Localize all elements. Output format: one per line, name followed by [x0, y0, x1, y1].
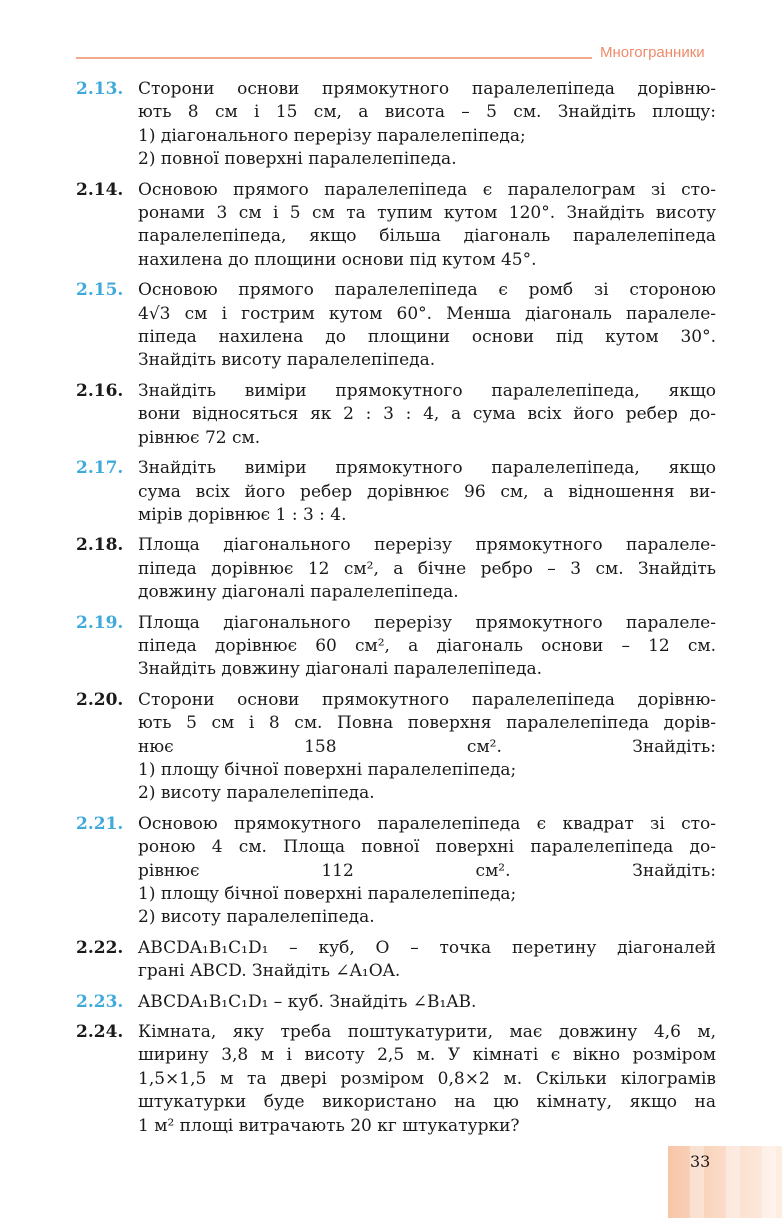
problem-2.24: [76, 1021, 716, 1138]
problem-line: 1 м² площі витрачають 20 кг штукатурки?: [138, 1115, 520, 1136]
problem-number: 2.13.: [76, 79, 124, 99]
problem-line: Знайдіть довжину діагоналі паралелепіпеда.: [138, 659, 542, 680]
problem-line: 2) повної поверхні паралелепіпеда.: [138, 149, 457, 170]
problem-line: Площа діагонального перерізу прямокутного паралеле-: [138, 535, 716, 556]
chapter-title: Многогранники: [600, 44, 705, 61]
problem-text: [138, 813, 716, 930]
problem-2.18: [76, 534, 716, 604]
problem-line: ють 8 см і 15 см, а висота – 5 см. Знайдіть площу:: [138, 102, 716, 123]
problem-line: Знайдіть висоту паралелепіпеда.: [138, 350, 436, 371]
problem-line: 1) діагонального перерізу паралелепіпеда;: [138, 125, 526, 146]
page-number: 33: [690, 1152, 711, 1171]
problem-number: 2.19.: [76, 612, 124, 633]
problem-line: сума всіх його ребер дорівнює 96 см, а відношення ви-: [138, 481, 716, 502]
problem-line: рівнює 72 см.: [138, 427, 261, 448]
problem-line: Сторони основи прямокутного паралелепіпеда дорівню-: [138, 689, 716, 710]
problem-text: [138, 179, 716, 273]
problem-line: вони відносяться як 2 : 3 : 4, а сума всіх його ребер до-: [138, 404, 716, 425]
problem-number: 2.14.: [76, 179, 124, 200]
problem-2.13: [76, 78, 716, 172]
problem-text: [138, 457, 716, 527]
problem-text: [138, 380, 716, 450]
problem-line: 1) площу бічної поверхні паралелепіпеда;: [138, 759, 517, 780]
problem-line: 1) площу бічної поверхні паралелепіпеда;: [138, 884, 517, 904]
problem-number: 2.20.: [76, 689, 124, 710]
problem-line: паралелепіпеда, якщо більша діагональ паралелепіпеда: [138, 226, 716, 247]
problem-line: роною 4 см. Площа повної поверхні паралелепіпеда до-: [138, 837, 716, 858]
problem-2.17: [76, 457, 716, 527]
problem-line: піпеда дорівнює 60 см², а діагональ основи – 12 см.: [138, 635, 716, 656]
problem-line: Знайдіть виміри прямокутного паралелепіпеда, якщо: [138, 458, 716, 479]
problem-text: [138, 1021, 716, 1138]
problem-number: 2.22.: [76, 937, 124, 958]
problem-line: піпеда нахилена до площини основи під кутом 30°.: [138, 327, 716, 348]
problem-line: піпеда дорівнює 12 см², а бічне ребро – 3 см. Знайдіть: [138, 558, 716, 579]
problem-number: 2.23.: [76, 991, 124, 1012]
problem-2.15: [76, 279, 716, 373]
problem-line: штукатурки буде використано на цю кімнату, якщо на: [138, 1092, 716, 1113]
problem-number: 2.21.: [76, 813, 124, 834]
problem-line: грані ABCD. Знайдіть ∠A₁OA.: [138, 961, 401, 982]
problem-text: [138, 937, 716, 984]
header-rule: [76, 57, 592, 59]
problem-number: 2.17.: [76, 458, 124, 479]
problem-text: [138, 279, 716, 373]
problem-number: 2.18.: [76, 535, 124, 556]
problem-line: Основою прямого паралелепіпеда є паралелограм зі сто-: [138, 179, 716, 200]
problem-text: [138, 689, 716, 806]
problem-line: Знайдіть виміри прямокутного паралелепіпеда, якщо: [138, 380, 716, 401]
problem-text: [138, 534, 716, 604]
page-number-tab: [668, 1146, 782, 1218]
problem-number: 2.24.: [76, 1022, 124, 1043]
problem-line: 4√3 см і гострим кутом 60°. Менша діагональ паралеле-: [138, 303, 716, 324]
problem-line: Площа діагонального перерізу прямокутного паралеле-: [138, 612, 716, 633]
problem-text: [138, 78, 716, 172]
problem-line: ють 5 см і 8 см. Повна поверхня паралелепіпеда дорів-: [138, 713, 716, 734]
problem-line: довжину діагоналі паралелепіпеда.: [138, 582, 459, 603]
problem-line: 1,5×1,5 м та двері розміром 0,8×2 м. Скільки кілограмів: [138, 1068, 716, 1089]
problem-line: Сторони основи прямокутного паралелепіпеда дорівню-: [138, 79, 716, 99]
problem-line: рівнює 112 см². Знайдіть:: [138, 860, 716, 881]
problem-line: ABCDA₁B₁C₁D₁ – куб, O – точка перетину діагоналей: [138, 937, 716, 958]
problem-line: 2) висоту паралелепіпеда.: [138, 907, 375, 928]
problem-line: Основою прямокутного паралелепіпеда є квадрат зі сто-: [138, 813, 716, 834]
problem-2.16: [76, 380, 716, 450]
problem-line: Основою прямого паралелепіпеда є ромб зі стороною: [138, 280, 716, 301]
problem-line: мірів дорівнює 1 : 3 : 4.: [138, 504, 347, 525]
problem-line: нює 158 см². Знайдіть:: [138, 736, 716, 757]
problem-2.22: [76, 937, 716, 984]
problem-2.19: [76, 612, 716, 682]
problem-2.23: [76, 991, 716, 1014]
problem-line: нахилена до площини основи під кутом 45°.: [138, 249, 537, 270]
problem-line: ронами 3 см і 5 см та тупим кутом 120°. Знайдіть висоту: [138, 203, 716, 224]
problem-list: [76, 78, 716, 1145]
problem-line: Кімната, яку треба поштукатурити, має довжину 4,6 м,: [138, 1022, 716, 1043]
problem-line: ABCDA₁B₁C₁D₁ – куб. Знайдіть ∠B₁AB.: [138, 991, 477, 1012]
problem-line: ширину 3,8 м і висоту 2,5 м. У кімнаті є вікно розміром: [138, 1045, 716, 1066]
problem-2.20: [76, 689, 716, 806]
problem-text: [138, 991, 716, 1014]
problem-2.14: [76, 179, 716, 273]
problem-line: 2) висоту паралелепіпеда.: [138, 783, 375, 804]
problem-number: 2.15.: [76, 280, 124, 301]
problem-number: 2.16.: [76, 380, 124, 401]
problem-2.21: [76, 813, 716, 930]
problem-text: [138, 612, 716, 682]
